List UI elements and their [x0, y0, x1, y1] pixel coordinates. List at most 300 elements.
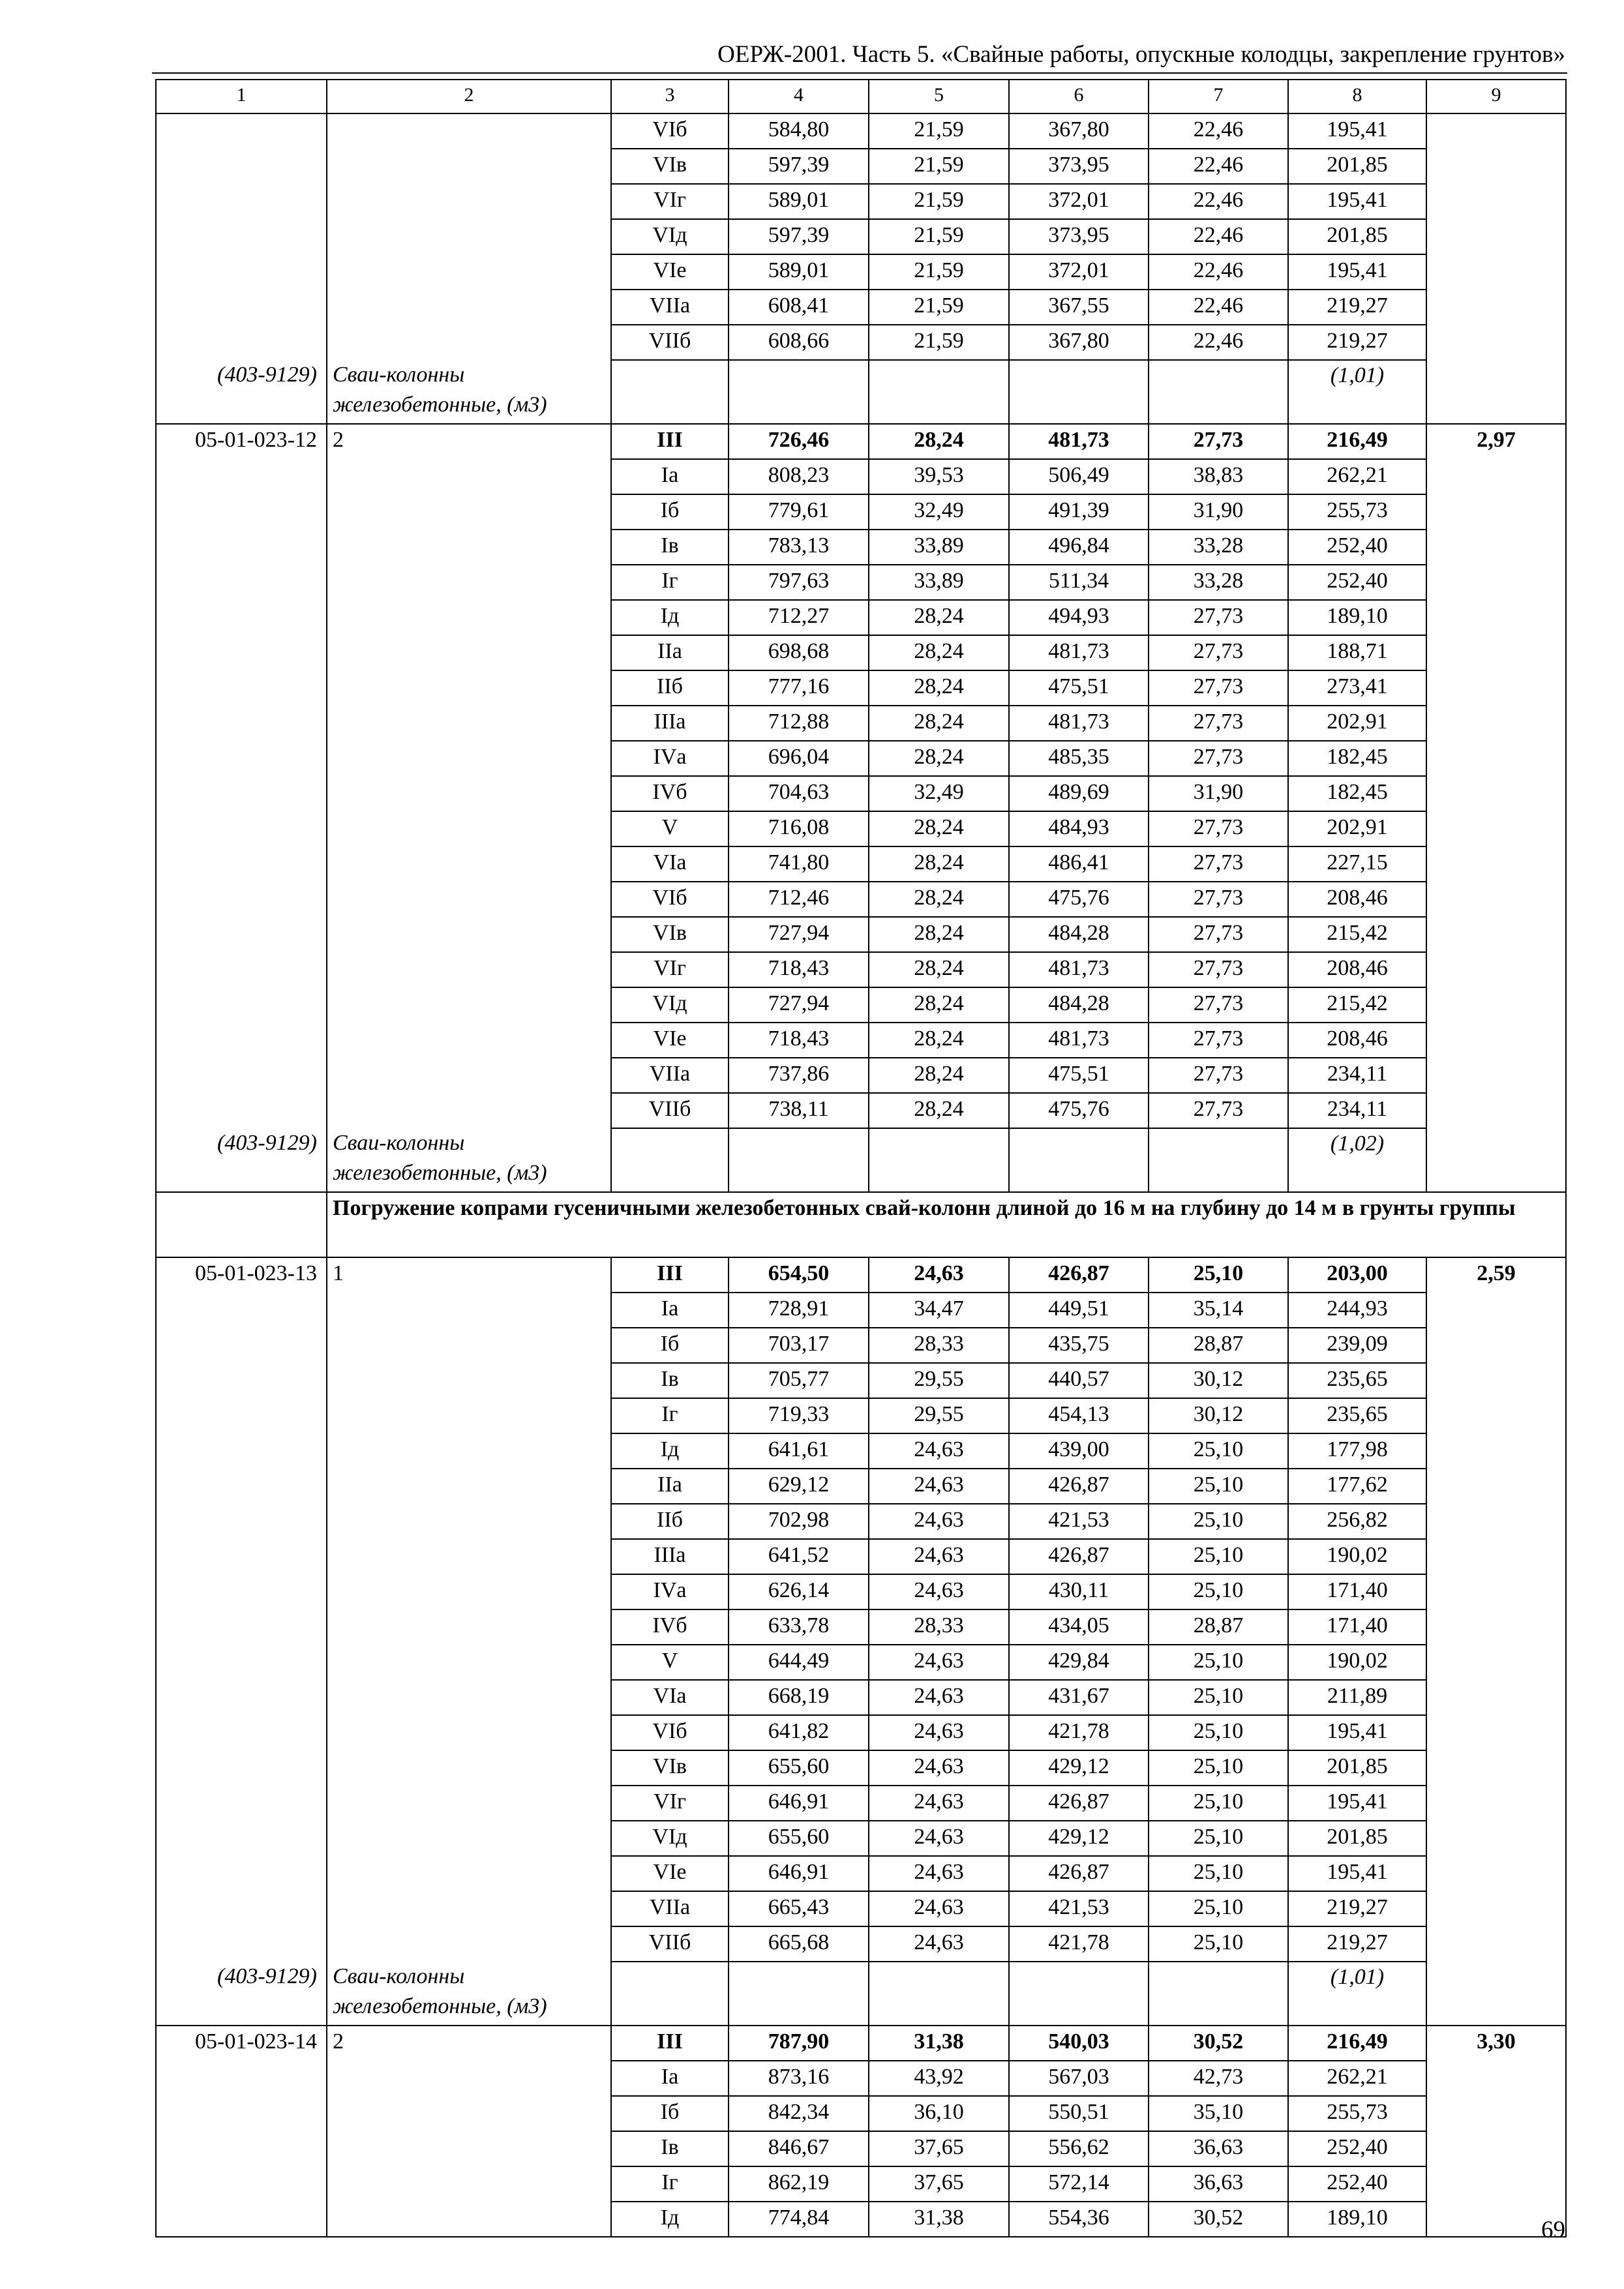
rate-code — [156, 1058, 327, 1093]
column-number: 7 — [1149, 80, 1288, 113]
value-cell: 27,73 — [1149, 635, 1288, 670]
value-cell: 239,09 — [1288, 1328, 1426, 1363]
table-row — [156, 1093, 1566, 1128]
value-cell: 24,63 — [869, 1257, 1009, 1293]
rate-code — [156, 2202, 327, 2237]
soil-group — [327, 1539, 611, 1574]
value-cell: 421,53 — [1009, 1891, 1149, 1926]
labor-coefficient: 2,59 — [1426, 1257, 1566, 1293]
value-cell: 24,63 — [869, 1504, 1009, 1539]
region-code: III — [611, 424, 729, 459]
value-cell: 426,87 — [1009, 1856, 1149, 1891]
value-cell: 28,24 — [869, 706, 1009, 741]
value-cell: 25,10 — [1149, 1715, 1288, 1750]
table-row — [156, 635, 1566, 670]
soil-group — [327, 600, 611, 635]
value-cell: 24,63 — [869, 1433, 1009, 1469]
soil-group — [327, 2096, 611, 2131]
value-cell: 481,73 — [1009, 1023, 1149, 1058]
empty-cell — [611, 360, 729, 424]
material-row — [156, 1962, 1566, 2026]
rate-code — [156, 1680, 327, 1715]
table-row — [156, 325, 1566, 360]
rate-code — [156, 741, 327, 776]
value-cell: 244,93 — [1288, 1293, 1426, 1328]
labor-coefficient — [1426, 254, 1566, 290]
value-cell: 646,91 — [729, 1786, 869, 1821]
value-cell: 540,03 — [1009, 2026, 1149, 2061]
value-cell: 475,76 — [1009, 882, 1149, 917]
region-code: VIг — [611, 952, 729, 987]
value-cell: 216,49 — [1288, 424, 1426, 459]
soil-group — [327, 1058, 611, 1093]
soil-group — [327, 1786, 611, 1821]
value-cell: 28,24 — [869, 882, 1009, 917]
value-cell: 25,10 — [1149, 1891, 1288, 1926]
region-code: V — [611, 1645, 729, 1680]
value-cell: 554,36 — [1009, 2202, 1149, 2237]
value-cell: 24,63 — [869, 1574, 1009, 1609]
value-cell: 24,63 — [869, 1856, 1009, 1891]
value-cell: 25,10 — [1149, 1504, 1288, 1539]
value-cell: 367,80 — [1009, 325, 1149, 360]
value-cell: 475,76 — [1009, 1093, 1149, 1128]
rate-code — [156, 1926, 327, 1962]
region-code: VIIб — [611, 1926, 729, 1962]
value-cell: 28,24 — [869, 1023, 1009, 1058]
value-cell: 27,73 — [1149, 882, 1288, 917]
value-cell: 646,91 — [729, 1856, 869, 1891]
value-cell: 36,63 — [1149, 2131, 1288, 2166]
labor-coefficient — [1426, 1504, 1566, 1539]
column-number: 1 — [156, 80, 327, 113]
value-cell: 201,85 — [1288, 219, 1426, 254]
empty-cell — [869, 360, 1009, 424]
labor-coefficient — [1426, 1821, 1566, 1856]
value-cell: 435,75 — [1009, 1328, 1149, 1363]
value-cell: 429,12 — [1009, 1750, 1149, 1786]
value-cell: 27,73 — [1149, 811, 1288, 846]
region-code: V — [611, 811, 729, 846]
table-row — [156, 1926, 1566, 1962]
value-cell: 234,11 — [1288, 1093, 1426, 1128]
value-cell: 655,60 — [729, 1750, 869, 1786]
value-cell: 22,46 — [1149, 219, 1288, 254]
value-cell: 201,85 — [1288, 1821, 1426, 1856]
value-cell: 597,39 — [729, 219, 869, 254]
rates-table — [155, 79, 1567, 2237]
value-cell: 655,60 — [729, 1821, 869, 1856]
labor-coefficient — [1426, 741, 1566, 776]
value-cell: 846,67 — [729, 2131, 869, 2166]
value-cell: 24,63 — [869, 1469, 1009, 1504]
soil-group — [327, 113, 611, 149]
labor-coefficient — [1426, 1058, 1566, 1093]
soil-group — [327, 1433, 611, 1469]
value-cell: 27,73 — [1149, 1058, 1288, 1093]
value-cell: 24,63 — [869, 1539, 1009, 1574]
soil-group — [327, 1609, 611, 1645]
value-cell: 252,40 — [1288, 565, 1426, 600]
labor-coefficient — [1426, 325, 1566, 360]
rate-code — [156, 1715, 327, 1750]
value-cell: 726,46 — [729, 424, 869, 459]
value-cell: 641,61 — [729, 1433, 869, 1469]
value-cell: 481,73 — [1009, 952, 1149, 987]
value-cell: 21,59 — [869, 149, 1009, 184]
value-cell: 774,84 — [729, 2202, 869, 2237]
empty-cell — [611, 1962, 729, 2026]
labor-coefficient — [1426, 1539, 1566, 1574]
header-rule — [152, 72, 1567, 74]
value-cell: 704,63 — [729, 776, 869, 811]
region-code: IVб — [611, 776, 729, 811]
empty-cell — [729, 360, 869, 424]
material-row — [156, 1128, 1566, 1192]
value-cell: 28,24 — [869, 917, 1009, 952]
labor-coefficient — [1426, 459, 1566, 494]
labor-coefficient — [1426, 1926, 1566, 1962]
soil-group — [327, 1504, 611, 1539]
region-code: VIIб — [611, 325, 729, 360]
rate-code — [156, 1786, 327, 1821]
value-cell: 24,63 — [869, 1926, 1009, 1962]
value-cell: 703,17 — [729, 1328, 869, 1363]
value-cell: 783,13 — [729, 530, 869, 565]
value-cell: 27,73 — [1149, 670, 1288, 706]
value-cell: 188,71 — [1288, 635, 1426, 670]
empty-cell — [1009, 360, 1149, 424]
soil-group — [327, 325, 611, 360]
labor-coefficient — [1426, 2131, 1566, 2166]
value-cell: 28,24 — [869, 670, 1009, 706]
value-cell: 21,59 — [869, 325, 1009, 360]
labor-coefficient — [1426, 1398, 1566, 1433]
value-cell: 431,67 — [1009, 1680, 1149, 1715]
value-cell: 255,73 — [1288, 494, 1426, 530]
empty-cell — [611, 1128, 729, 1192]
value-cell: 37,65 — [869, 2131, 1009, 2166]
value-cell: 24,63 — [869, 1821, 1009, 1856]
value-cell: 219,27 — [1288, 325, 1426, 360]
value-cell: 22,46 — [1149, 113, 1288, 149]
value-cell: 567,03 — [1009, 2061, 1149, 2096]
soil-group — [327, 184, 611, 219]
rate-code — [156, 1891, 327, 1926]
value-cell: 24,63 — [869, 1645, 1009, 1680]
table-row — [156, 1856, 1566, 1891]
value-cell: 22,46 — [1149, 290, 1288, 325]
soil-group — [327, 530, 611, 565]
value-cell: 698,68 — [729, 635, 869, 670]
table-row — [156, 219, 1566, 254]
value-cell: 182,45 — [1288, 741, 1426, 776]
value-cell: 372,01 — [1009, 254, 1149, 290]
region-code: Iб — [611, 1328, 729, 1363]
labor-coefficient — [1426, 1750, 1566, 1786]
value-cell: 195,41 — [1288, 184, 1426, 219]
soil-group — [327, 776, 611, 811]
column-number: 6 — [1009, 80, 1149, 113]
value-cell: 27,73 — [1149, 1023, 1288, 1058]
material-ref: (403-9129) — [156, 360, 327, 424]
rate-code — [156, 776, 327, 811]
value-cell: 27,73 — [1149, 1093, 1288, 1128]
value-cell: 475,51 — [1009, 670, 1149, 706]
value-cell: 373,95 — [1009, 149, 1149, 184]
region-code: Iв — [611, 2131, 729, 2166]
table-row — [156, 424, 1566, 459]
value-cell: 506,49 — [1009, 459, 1149, 494]
rate-code — [156, 1328, 327, 1363]
value-cell: 27,73 — [1149, 741, 1288, 776]
value-cell: 873,16 — [729, 2061, 869, 2096]
value-cell: 454,13 — [1009, 1398, 1149, 1433]
value-cell: 203,00 — [1288, 1257, 1426, 1293]
value-cell: 716,08 — [729, 811, 869, 846]
region-code: VIб — [611, 882, 729, 917]
table-row — [156, 987, 1566, 1023]
value-cell: 208,46 — [1288, 1023, 1426, 1058]
value-cell: 25,10 — [1149, 1750, 1288, 1786]
column-number: 9 — [1426, 80, 1566, 113]
region-code: VIг — [611, 184, 729, 219]
value-cell: 22,46 — [1149, 184, 1288, 219]
labor-coefficient — [1426, 882, 1566, 917]
region-code: VIв — [611, 1750, 729, 1786]
table-row — [156, 1574, 1566, 1609]
value-cell: 489,69 — [1009, 776, 1149, 811]
soil-group — [327, 1821, 611, 1856]
soil-group — [327, 706, 611, 741]
value-cell: 484,28 — [1009, 987, 1149, 1023]
region-code: VIIа — [611, 1058, 729, 1093]
value-cell: 202,91 — [1288, 811, 1426, 846]
table-row — [156, 1363, 1566, 1398]
value-cell: 234,11 — [1288, 1058, 1426, 1093]
value-cell: 28,24 — [869, 1058, 1009, 1093]
region-code: Iд — [611, 2202, 729, 2237]
value-cell: 556,62 — [1009, 2131, 1149, 2166]
value-cell: 665,43 — [729, 1891, 869, 1926]
value-cell: 33,89 — [869, 565, 1009, 600]
soil-group — [327, 1680, 611, 1715]
rate-code — [156, 1856, 327, 1891]
table-row — [156, 1609, 1566, 1645]
table-row — [156, 2202, 1566, 2237]
value-cell: 494,93 — [1009, 600, 1149, 635]
value-cell: 177,62 — [1288, 1469, 1426, 1504]
labor-coefficient — [1426, 1363, 1566, 1398]
soil-group — [327, 2166, 611, 2202]
value-cell: 182,45 — [1288, 776, 1426, 811]
rate-code — [156, 2096, 327, 2131]
rate-code — [156, 2166, 327, 2202]
empty-cell — [1426, 360, 1566, 424]
table-row — [156, 2166, 1566, 2202]
soil-group — [327, 917, 611, 952]
value-cell: 584,80 — [729, 113, 869, 149]
value-cell: 262,21 — [1288, 459, 1426, 494]
soil-group — [327, 1645, 611, 1680]
value-cell: 21,59 — [869, 254, 1009, 290]
value-cell: 727,94 — [729, 987, 869, 1023]
labor-coefficient — [1426, 1469, 1566, 1504]
labor-coefficient — [1426, 494, 1566, 530]
labor-coefficient — [1426, 917, 1566, 952]
value-cell: 486,41 — [1009, 846, 1149, 882]
value-cell: 255,73 — [1288, 2096, 1426, 2131]
region-code: Iд — [611, 600, 729, 635]
value-cell: 171,40 — [1288, 1574, 1426, 1609]
value-cell: 24,63 — [869, 1680, 1009, 1715]
table-row — [156, 1539, 1566, 1574]
soil-group — [327, 149, 611, 184]
table-row — [156, 670, 1566, 706]
region-code: Iа — [611, 459, 729, 494]
table-row — [156, 565, 1566, 600]
table-row — [156, 1433, 1566, 1469]
labor-coefficient — [1426, 2061, 1566, 2096]
table-row — [156, 1023, 1566, 1058]
soil-group — [327, 494, 611, 530]
value-cell: 608,41 — [729, 290, 869, 325]
value-cell: 195,41 — [1288, 1715, 1426, 1750]
rate-code — [156, 882, 327, 917]
value-cell: 34,47 — [869, 1293, 1009, 1328]
labor-coefficient — [1426, 1093, 1566, 1128]
value-cell: 28,87 — [1149, 1609, 1288, 1645]
table-row — [156, 776, 1566, 811]
region-code: VIв — [611, 917, 729, 952]
soil-group: 2 — [327, 424, 611, 459]
region-code: IVб — [611, 1609, 729, 1645]
value-cell: 235,65 — [1288, 1398, 1426, 1433]
value-cell: 741,80 — [729, 846, 869, 882]
labor-coefficient — [1426, 2166, 1566, 2202]
empty-cell — [1149, 1128, 1288, 1192]
value-cell: 35,14 — [1149, 1293, 1288, 1328]
soil-group — [327, 952, 611, 987]
value-cell: 373,95 — [1009, 219, 1149, 254]
value-cell: 30,52 — [1149, 2026, 1288, 2061]
value-cell: 367,80 — [1009, 113, 1149, 149]
region-code: VIв — [611, 149, 729, 184]
region-code: IIб — [611, 670, 729, 706]
region-code: VIд — [611, 219, 729, 254]
labor-coefficient — [1426, 846, 1566, 882]
value-cell: 654,50 — [729, 1257, 869, 1293]
value-cell: 195,41 — [1288, 1856, 1426, 1891]
value-cell: 808,23 — [729, 459, 869, 494]
table-row — [156, 1328, 1566, 1363]
value-cell: 777,16 — [729, 670, 869, 706]
labor-coefficient — [1426, 1856, 1566, 1891]
value-cell: 30,12 — [1149, 1398, 1288, 1433]
labor-coefficient — [1426, 952, 1566, 987]
value-cell: 25,10 — [1149, 1680, 1288, 1715]
value-cell: 25,10 — [1149, 1469, 1288, 1504]
rate-code — [156, 1609, 327, 1645]
soil-group — [327, 1093, 611, 1128]
section-title-row — [156, 1192, 1566, 1257]
empty-cell — [1149, 1962, 1288, 2026]
value-cell: 190,02 — [1288, 1645, 1426, 1680]
value-cell: 589,01 — [729, 184, 869, 219]
table-row — [156, 952, 1566, 987]
labor-coefficient — [1426, 530, 1566, 565]
region-code: Iб — [611, 2096, 729, 2131]
rate-code — [156, 149, 327, 184]
labor-coefficient — [1426, 987, 1566, 1023]
column-number: 8 — [1288, 80, 1426, 113]
region-code: VIе — [611, 254, 729, 290]
page-number: 69 — [1541, 2217, 1565, 2243]
region-code: VIе — [611, 1856, 729, 1891]
value-cell: 28,24 — [869, 846, 1009, 882]
value-cell: 705,77 — [729, 1363, 869, 1398]
value-cell: 738,11 — [729, 1093, 869, 1128]
value-cell: 235,65 — [1288, 1363, 1426, 1398]
table-row — [156, 1891, 1566, 1926]
value-cell: 481,73 — [1009, 706, 1149, 741]
value-cell: 28,24 — [869, 811, 1009, 846]
value-cell: 665,68 — [729, 1926, 869, 1962]
empty-cell — [729, 1962, 869, 2026]
value-cell: 668,19 — [729, 1680, 869, 1715]
table-row — [156, 741, 1566, 776]
rate-code — [156, 706, 327, 741]
value-cell: 189,10 — [1288, 2202, 1426, 2237]
value-cell: 252,40 — [1288, 530, 1426, 565]
table-row — [156, 459, 1566, 494]
region-code: IIIа — [611, 1539, 729, 1574]
table-row — [156, 1058, 1566, 1093]
value-cell: 24,63 — [869, 1891, 1009, 1926]
value-cell: 21,59 — [869, 113, 1009, 149]
value-cell: 208,46 — [1288, 952, 1426, 987]
table-row — [156, 1821, 1566, 1856]
value-cell: 177,98 — [1288, 1433, 1426, 1469]
value-cell: 644,49 — [729, 1645, 869, 1680]
soil-group — [327, 1574, 611, 1609]
region-code: Iд — [611, 1433, 729, 1469]
table-row — [156, 1750, 1566, 1786]
value-cell: 189,10 — [1288, 600, 1426, 635]
column-number: 2 — [327, 80, 611, 113]
value-cell: 32,49 — [869, 494, 1009, 530]
rate-code — [156, 635, 327, 670]
value-cell: 597,39 — [729, 149, 869, 184]
rate-code: 05-01-023-13 — [156, 1257, 327, 1293]
value-cell: 216,49 — [1288, 2026, 1426, 2061]
value-cell: 29,55 — [869, 1363, 1009, 1398]
table-row — [156, 184, 1566, 219]
empty-cell — [1426, 1128, 1566, 1192]
region-code: VIд — [611, 987, 729, 1023]
labor-coefficient — [1426, 1680, 1566, 1715]
value-cell: 30,12 — [1149, 1363, 1288, 1398]
rate-code — [156, 1398, 327, 1433]
value-cell: 421,53 — [1009, 1504, 1149, 1539]
table-row — [156, 917, 1566, 952]
value-cell: 30,52 — [1149, 2202, 1288, 2237]
value-cell: 22,46 — [1149, 325, 1288, 360]
labor-coefficient — [1426, 1023, 1566, 1058]
table-row — [156, 1786, 1566, 1821]
value-cell: 426,87 — [1009, 1469, 1149, 1504]
rate-code — [156, 459, 327, 494]
